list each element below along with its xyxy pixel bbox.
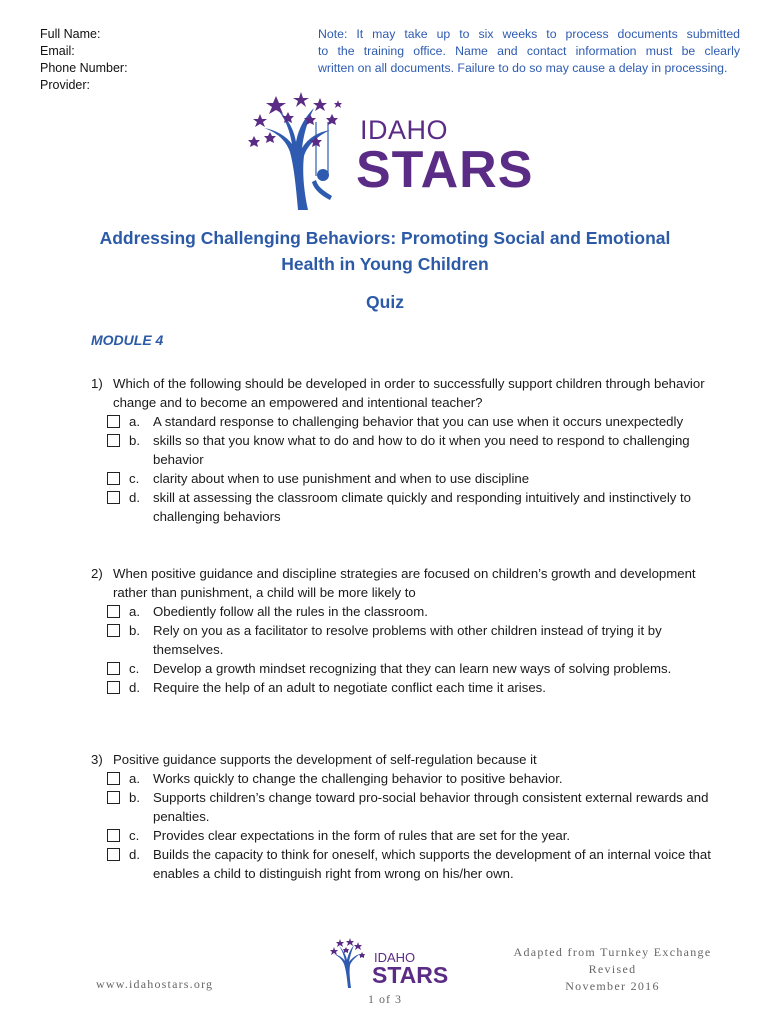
question-text: When positive guidance and discipline strategies are focused on children’s growth and development rather than punishment, a child will be more likely to xyxy=(113,566,696,600)
option-text: Obediently follow all the rules in the classroom. xyxy=(153,604,428,619)
option-text: Develop a growth mindset recognizing that they can learn new ways of solving problems. xyxy=(153,661,672,676)
adapted-line: Adapted from Turnkey Exchange xyxy=(513,945,712,959)
question-number: 2) xyxy=(91,566,103,581)
email-label: Email: xyxy=(40,44,75,58)
answer-option[interactable]: b. skills so that you know what to do and how to do it when you need to respond to challenging behavior xyxy=(107,431,711,469)
question-text: Positive guidance supports the development of self-regulation because it xyxy=(113,752,537,767)
option-text: Supports children’s change toward pro-social behavior through consistent external rewards and penalties. xyxy=(153,790,709,824)
checkbox[interactable] xyxy=(107,434,120,447)
logo-idaho-text: IDAHO xyxy=(360,115,449,145)
answer-option[interactable]: c. Provides clear expectations in the form of rules that are set for the year. xyxy=(107,826,711,845)
contact-fields xyxy=(40,26,128,94)
checkbox[interactable] xyxy=(107,491,120,504)
answer-option[interactable]: d. Builds the capacity to think for oneself, which supports the development of an internal voice that enables a child to distinguish right from wrong on his/her own. xyxy=(107,845,711,883)
option-text: Rely on you as a facilitator to resolve problems with other children instead of trying it by themselves. xyxy=(153,623,662,657)
question-1 xyxy=(91,374,711,526)
answer-option[interactable]: a. Obediently follow all the rules in the classroom. xyxy=(107,602,711,621)
checkbox[interactable] xyxy=(107,415,120,428)
option-text: Builds the capacity to think for oneself, which supports the development of an internal voice that enables a child to distinguish right from wrong on his/her own. xyxy=(153,847,711,881)
phone-number-label: Phone Number: xyxy=(40,61,128,75)
checkbox[interactable] xyxy=(107,848,120,861)
tree-icon xyxy=(264,108,332,210)
answer-option[interactable]: d. skill at assessing the classroom climate quickly and responding intuitively and instinctively to challenging behaviors xyxy=(107,488,711,526)
answer-option[interactable]: b. Rely on you as a facilitator to resolve problems with other children instead of trying it by themselves. xyxy=(107,621,711,659)
title-line-1: Addressing Challenging Behaviors: Promoting Social and Emotional xyxy=(99,228,671,248)
option-text: Works quickly to change the challenging behavior to positive behavior. xyxy=(153,771,563,786)
title-line-2: Health in Young Children xyxy=(281,254,489,274)
revised-line: Revised xyxy=(588,962,637,976)
footer-logo-stars-text: STARS xyxy=(372,962,449,988)
question-2 xyxy=(91,564,711,697)
checkbox[interactable] xyxy=(107,605,120,618)
footer-url: www.idahostars.org xyxy=(96,977,214,991)
checkbox[interactable] xyxy=(107,624,120,637)
answer-option[interactable]: c. clarity about when to use punishment and when to use discipline xyxy=(107,469,711,488)
option-text: Require the help of an adult to negotiate conflict each time it arises. xyxy=(153,680,546,695)
question-3 xyxy=(91,750,711,883)
answer-option[interactable]: c. Develop a growth mindset recognizing that they can learn new ways of solving problems. xyxy=(107,659,711,678)
full-name-label: Full Name: xyxy=(40,27,101,41)
checkbox[interactable] xyxy=(107,791,120,804)
module-label: MODULE 4 xyxy=(91,332,164,348)
answer-option[interactable]: b. Supports children’s change toward pro-social behavior through consistent external rewards and penalties. xyxy=(107,788,711,826)
option-text: skills so that you know what to do and how to do it when you need to respond to challenging behavior xyxy=(153,433,690,467)
provider-label: Provider: xyxy=(40,78,91,92)
adapted-credit xyxy=(490,944,735,995)
answer-option[interactable]: a. Works quickly to change the challenging behavior to positive behavior. xyxy=(107,769,711,788)
answer-option[interactable]: a. A standard response to challenging behavior that you can use when it occurs unexpectedly xyxy=(107,412,711,431)
quiz-heading: Quiz xyxy=(366,292,404,312)
page-number: 1 of 3 xyxy=(368,992,402,1006)
note-line: to the training office. Name and contact information must be clearly xyxy=(318,44,740,58)
question-text: Which of the following should be developed in order to successfully support children through behavior change and to become an empowered and intentional teacher? xyxy=(113,376,705,410)
footer-logo-idaho-text: IDAHO xyxy=(374,950,416,965)
checkbox[interactable] xyxy=(107,662,120,675)
date-line: November 2016 xyxy=(565,979,660,993)
option-text: clarity about when to use punishment and when to use discipline xyxy=(153,471,530,486)
option-text: Provides clear expectations in the form of rules that are set for the year. xyxy=(153,828,571,843)
page-title xyxy=(60,225,710,277)
checkbox[interactable] xyxy=(107,472,120,485)
question-number: 3) xyxy=(91,752,103,767)
option-text: A standard response to challenging behavior that you can use when it occurs unexpectedly xyxy=(153,414,684,429)
note-line: written on all documents. Failure to do so may cause a delay in processing. xyxy=(318,61,728,75)
logo-stars-text: STARS xyxy=(356,141,534,199)
processing-note xyxy=(318,26,740,77)
answer-option[interactable]: d. Require the help of an adult to negotiate conflict each time it arises. xyxy=(107,678,711,697)
checkbox[interactable] xyxy=(107,681,120,694)
checkbox[interactable] xyxy=(107,772,120,785)
note-line: Note: It may take up to six weeks to process documents submitted xyxy=(318,27,740,41)
checkbox[interactable] xyxy=(107,829,120,842)
question-number: 1) xyxy=(91,376,103,391)
option-text: skill at assessing the classroom climate quickly and responding intuitively and instinctively to challenging behaviors xyxy=(153,490,692,524)
